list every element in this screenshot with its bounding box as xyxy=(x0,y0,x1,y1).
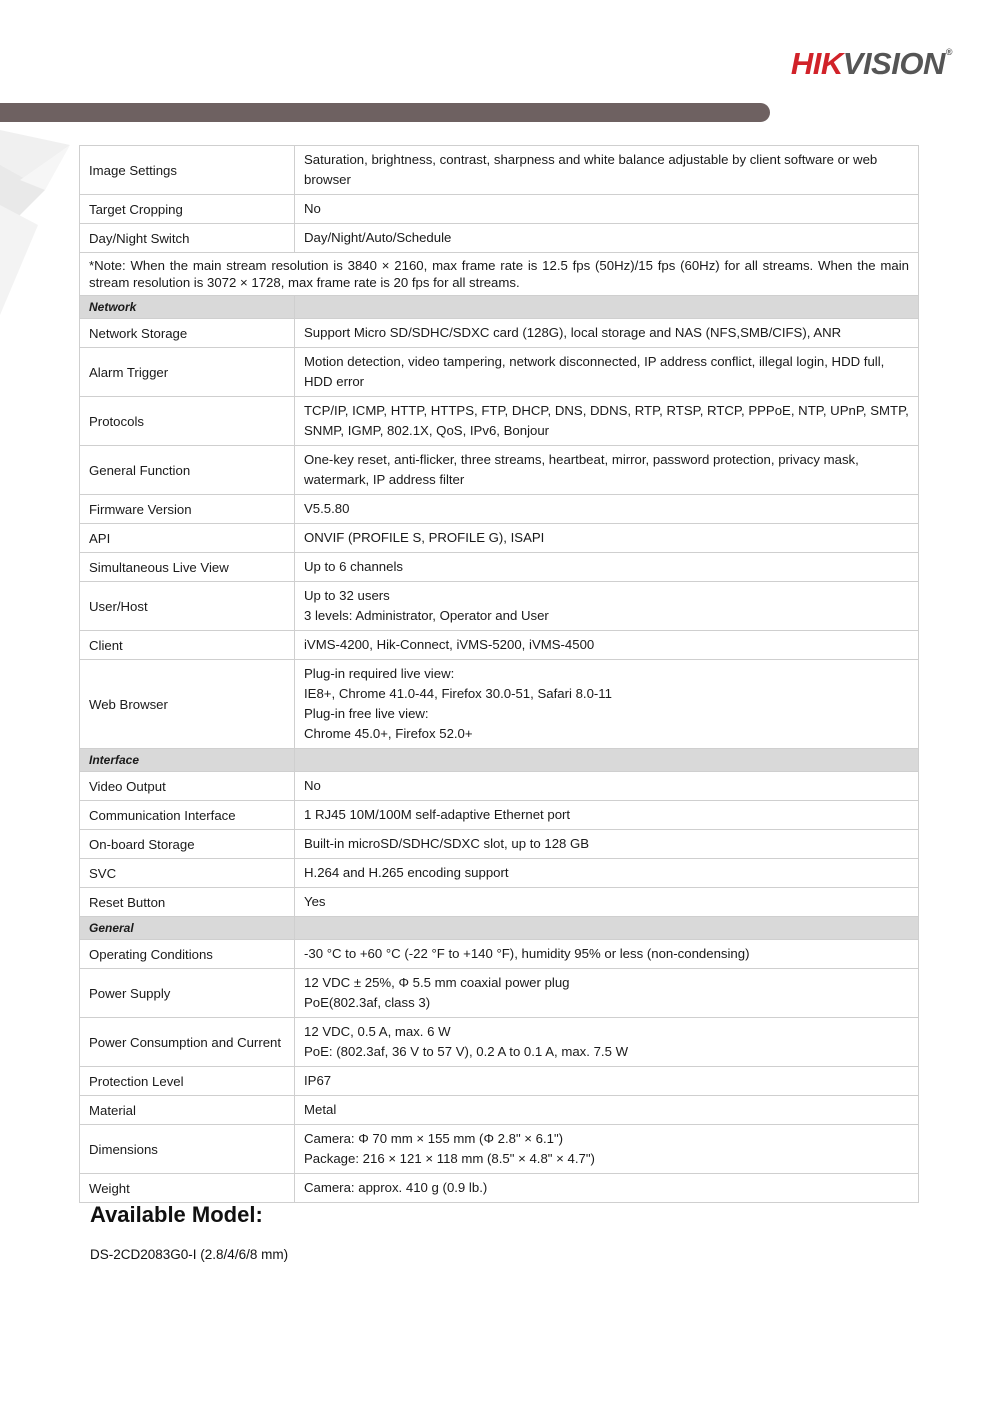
spec-value-line: iVMS-4200, Hik-Connect, iVMS-5200, iVMS-4500 xyxy=(304,637,595,652)
section-title: General xyxy=(80,917,295,940)
spec-value xyxy=(295,582,919,631)
spec-value-line: Support Micro SD/SDHC/SDXC card (128G), local storage and NAS (NFS,SMB/CIFS), ANR xyxy=(304,325,842,340)
spec-key: User/Host xyxy=(80,582,295,631)
spec-value xyxy=(295,1125,919,1174)
spec-key: Client xyxy=(80,631,295,660)
spec-key: Video Output xyxy=(80,772,295,801)
spec-value xyxy=(295,631,919,660)
spec-value-line: Plug-in required live view: xyxy=(304,666,455,681)
spec-value-line: Yes xyxy=(304,894,326,909)
spec-value-line: -30 °C to +60 °C (-22 °F to +140 °F), humidity 95% or less (non-condensing) xyxy=(304,946,750,961)
section-header xyxy=(80,296,919,319)
spec-row xyxy=(80,1096,919,1125)
spec-value xyxy=(295,830,919,859)
spec-value-line: H.264 and H.265 encoding support xyxy=(304,865,509,880)
spec-value xyxy=(295,319,919,348)
spec-value xyxy=(295,1067,919,1096)
spec-value-line: Camera: Φ 70 mm × 155 mm (Φ 2.8" × 6.1") xyxy=(304,1131,564,1146)
spec-value-line: Motion detection, video tampering, network disconnected, IP address conflict, illegal login, HDD full, HDD error xyxy=(304,354,885,389)
spec-value-line: No xyxy=(304,778,321,793)
spec-value xyxy=(295,348,919,397)
spec-value-line: Day/Night/Auto/Schedule xyxy=(304,230,452,245)
spec-row xyxy=(80,397,919,446)
spec-key: Communication Interface xyxy=(80,801,295,830)
spec-value xyxy=(295,1174,919,1203)
spec-key: Dimensions xyxy=(80,1125,295,1174)
spec-value-line: V5.5.80 xyxy=(304,501,350,516)
spec-key: Operating Conditions xyxy=(80,940,295,969)
spec-row xyxy=(80,553,919,582)
decorative-triangles xyxy=(0,125,80,325)
spec-value-line: 3 levels: Administrator, Operator and User xyxy=(304,608,549,623)
spec-value xyxy=(295,660,919,749)
spec-key: Material xyxy=(80,1096,295,1125)
spec-value-line: IP67 xyxy=(304,1073,332,1088)
spec-key: General Function xyxy=(80,446,295,495)
logo-gray-text: VISION xyxy=(842,46,945,81)
spec-key: Target Cropping xyxy=(80,195,295,224)
spec-value-line: Built-in microSD/SDHC/SDXC slot, up to 128 GB xyxy=(304,836,590,851)
spec-row xyxy=(80,1174,919,1203)
spec-key: SVC xyxy=(80,859,295,888)
spec-key: Firmware Version xyxy=(80,495,295,524)
spec-key: Simultaneous Live View xyxy=(80,553,295,582)
logo-red-text: HIK xyxy=(790,46,843,81)
spec-row xyxy=(80,495,919,524)
spec-row xyxy=(80,801,919,830)
spec-value-line: Package: 216 × 121 × 118 mm (8.5" × 4.8" × 4.7") xyxy=(304,1151,595,1166)
spec-row xyxy=(80,859,919,888)
spec-table xyxy=(79,145,919,1203)
spec-value xyxy=(295,397,919,446)
spec-row xyxy=(80,319,919,348)
spec-value-line: Plug-in free live view: xyxy=(304,706,429,721)
spec-value xyxy=(295,1096,919,1125)
spec-value xyxy=(295,146,919,195)
spec-value xyxy=(295,801,919,830)
section-header xyxy=(80,917,919,940)
spec-row xyxy=(80,940,919,969)
spec-value-line: Chrome 45.0+, Firefox 52.0+ xyxy=(304,726,473,741)
section-filler xyxy=(295,749,919,772)
spec-value xyxy=(295,224,919,253)
spec-key: API xyxy=(80,524,295,553)
spec-value xyxy=(295,940,919,969)
spec-key: Reset Button xyxy=(80,888,295,917)
spec-key: On-board Storage xyxy=(80,830,295,859)
spec-key: Weight xyxy=(80,1174,295,1203)
spec-row xyxy=(80,524,919,553)
registered-mark: ® xyxy=(945,47,952,57)
spec-value xyxy=(295,553,919,582)
spec-row xyxy=(80,1018,919,1067)
spec-value-line: TCP/IP, ICMP, HTTP, HTTPS, FTP, DHCP, DNS, DDNS, RTP, RTSP, RTCP, PPPoE, NTP, UPnP, SMTP, SNMP, IGMP, 802.1X, QoS, IPv6, Bonjour xyxy=(304,403,909,438)
section-title: Network xyxy=(80,296,295,319)
spec-value xyxy=(295,195,919,224)
section-title: Interface xyxy=(80,749,295,772)
spec-row xyxy=(80,195,919,224)
spec-row xyxy=(80,888,919,917)
spec-value-line: Metal xyxy=(304,1102,337,1117)
spec-value-line: Saturation, brightness, contrast, sharpness and white balance adjustable by client software or web browser xyxy=(304,152,878,187)
spec-value xyxy=(295,859,919,888)
spec-row xyxy=(80,830,919,859)
spec-row xyxy=(80,1125,919,1174)
section-filler xyxy=(295,296,919,319)
hikvision-logo xyxy=(791,48,952,79)
spec-value xyxy=(295,969,919,1018)
section-header xyxy=(80,749,919,772)
spec-key: Alarm Trigger xyxy=(80,348,295,397)
spec-row xyxy=(80,582,919,631)
spec-key: Power Consumption and Current xyxy=(80,1018,295,1067)
spec-row xyxy=(80,969,919,1018)
spec-key: Web Browser xyxy=(80,660,295,749)
available-model-title: Available Model: xyxy=(90,1202,263,1227)
spec-row xyxy=(80,224,919,253)
spec-value-line: No xyxy=(304,201,321,216)
spec-value-line: 12 VDC ± 25%, Φ 5.5 mm coaxial power plug xyxy=(304,975,570,990)
spec-value-line: PoE: (802.3af, 36 V to 57 V), 0.2 A to 0.1 A, max. 7.5 W xyxy=(304,1044,629,1059)
spec-row xyxy=(80,631,919,660)
spec-row xyxy=(80,660,919,749)
spec-key: Day/Night Switch xyxy=(80,224,295,253)
spec-value-line: IE8+, Chrome 41.0-44, Firefox 30.0-51, Safari 8.0-11 xyxy=(304,686,612,701)
note-text: *Note: When the main stream resolution is 3840 × 2160, max frame rate is 12.5 fps (50Hz)/15 fps (60Hz) for all streams. When the main stream resolution is 3072 × 1728, max frame rate is 20 fps for all streams. xyxy=(80,253,919,296)
spec-key: Power Supply xyxy=(80,969,295,1018)
spec-value-line: Up to 6 channels xyxy=(304,559,403,574)
spec-value xyxy=(295,1018,919,1067)
spec-value xyxy=(295,524,919,553)
spec-row xyxy=(80,772,919,801)
spec-value xyxy=(295,495,919,524)
spec-value-line: 1 RJ45 10M/100M self-adaptive Ethernet port xyxy=(304,807,571,822)
spec-row xyxy=(80,146,919,195)
spec-value xyxy=(295,888,919,917)
spec-value xyxy=(295,772,919,801)
spec-value-line: ONVIF (PROFILE S, PROFILE G), ISAPI xyxy=(304,530,545,545)
note-row xyxy=(80,253,919,296)
section-filler xyxy=(295,917,919,940)
available-model-text: DS-2CD2083G0-I (2.8/4/6/8 mm) xyxy=(90,1247,289,1262)
spec-value-line: 12 VDC, 0.5 A, max. 6 W xyxy=(304,1024,451,1039)
spec-value-line: Camera: approx. 410 g (0.9 lb.) xyxy=(304,1180,488,1195)
spec-value-line: Up to 32 users xyxy=(304,588,390,603)
spec-value-line: One-key reset, anti-flicker, three streams, heartbeat, mirror, password protection, privacy mask, watermark, IP address filter xyxy=(304,452,859,487)
spec-key: Network Storage xyxy=(80,319,295,348)
spec-row xyxy=(80,446,919,495)
spec-row xyxy=(80,1067,919,1096)
spec-row xyxy=(80,348,919,397)
spec-key: Protocols xyxy=(80,397,295,446)
spec-value xyxy=(295,446,919,495)
spec-key: Image Settings xyxy=(80,146,295,195)
spec-key: Protection Level xyxy=(80,1067,295,1096)
header-band xyxy=(0,103,770,122)
spec-value-line: PoE(802.3af, class 3) xyxy=(304,995,431,1010)
